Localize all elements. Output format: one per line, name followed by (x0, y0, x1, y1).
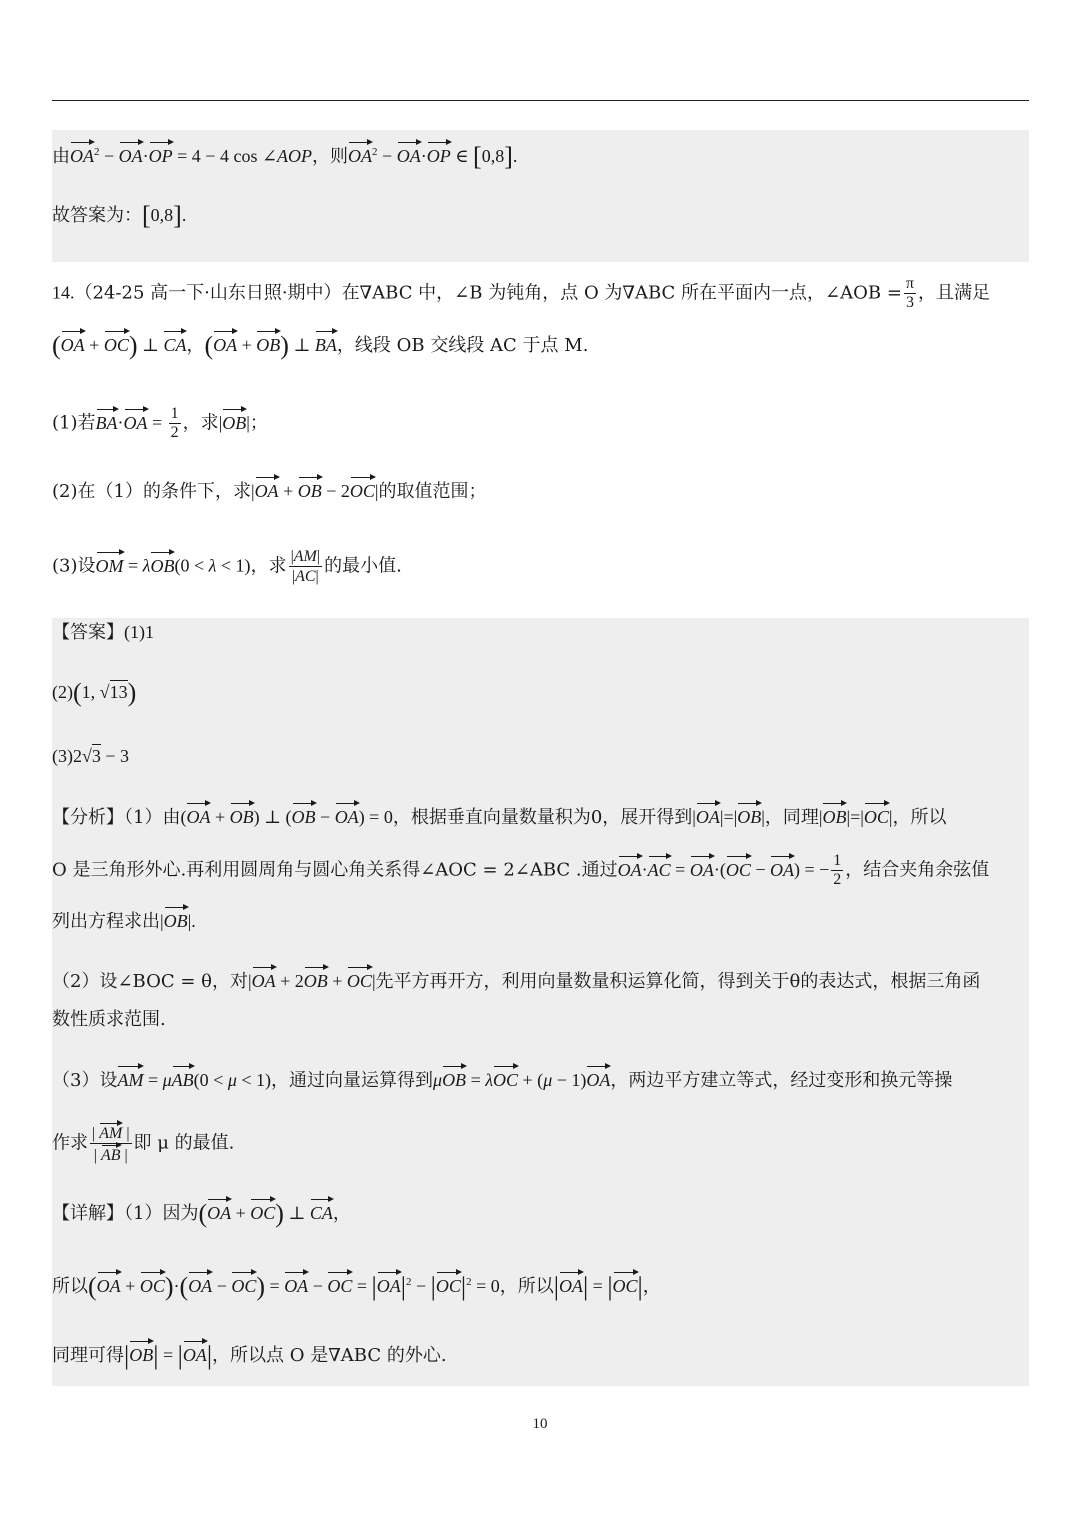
analysis-4: （2）设∠BOC = θ，对|OA + 2OB + OC|先平方再开方，利用向量数量积运算化简，得到关于θ的表达式，根据三角函 (52, 966, 980, 994)
detail-1: 【详解】（1）因为(OA + OC) ⊥ CA， (52, 1199, 351, 1228)
analysis-5: 数性质求范围. (52, 1009, 166, 1030)
header-rule (52, 100, 1029, 101)
answer-1: 【答案】(1)1 (52, 622, 154, 643)
page-number: 10 (532, 1416, 548, 1432)
prev-line-2: 故答案为：[0,8]. (52, 201, 187, 230)
analysis-1: 【分析】（1）由(OA + OB) ⊥ (OB − OA) = 0，根据垂直向量数量积为0，展开得到|OA|=|OB|，同理|OB|=|OC|，所以 (52, 802, 946, 830)
prev-line-1: 由$OA^2 - OA\cdot OP = 4 - 4$ cos ∠AOP，则$OA^2 - OA\cdot OP$ ∈ [0,8]. (52, 142, 518, 171)
detail-2: 所以(OA + OC)·(OA − OC) = OA − OC = $|OA|^2 - |OC|^2 = 0$，所以|OA| = |OC|， (52, 1272, 661, 1301)
analysis-2: O 是三角形外心.再利用圆周角与圆心角关系得∠AOC = 2∠ABC .通过OA·AC = OA·(OC − OA) = − $\frac{1}{2}$ ，结合夹角余弦值 (52, 852, 990, 888)
question-1: (1)若BA·OA = $\frac{1}{2}$ ，求|OB|； (52, 405, 268, 441)
detail-3: 同理可得|OB| = |OA|，所以点 O 是∇ABC 的外心. (52, 1341, 447, 1370)
problem-stem-1: 14.（24-25 高一下·山东日照·期中）在∇ABC 中，∠B 为钝角，点 O 为∇ABC 所在平面内一点，∠AOB = $\frac{\pi}{3}$ ，且满足 (52, 275, 990, 311)
problem-stem-2: (OA + OC) ⊥ CA，(OA + OB) ⊥ BA，线段 OB 交线段 AC 于点 M. (52, 331, 589, 360)
answer-3: (3)2√3 − 3 (52, 746, 130, 766)
analysis-6: （3）设AM = μAB(0 < μ < 1)，通过向量运算得到μOB = λOC + (μ − 1)OA，两边平方建立等式，经过变形和换元等操 (52, 1065, 952, 1093)
question-3: (3)设OM = λOB(0 < λ < 1)，求 $\frac{|AM|}{|AC|}$ 的最小值. (52, 548, 402, 585)
question-2: (2)在（1）的条件下，求|OA + OB − 2OC|的取值范围； (52, 476, 487, 504)
answer-2: (2)(1, √13) (52, 678, 137, 707)
analysis-3: 列出方程求出|OB|. (52, 906, 196, 934)
analysis-7: 作求 $\frac{| AM |}{| AB |}$ 即 μ 的最值. (52, 1122, 234, 1165)
